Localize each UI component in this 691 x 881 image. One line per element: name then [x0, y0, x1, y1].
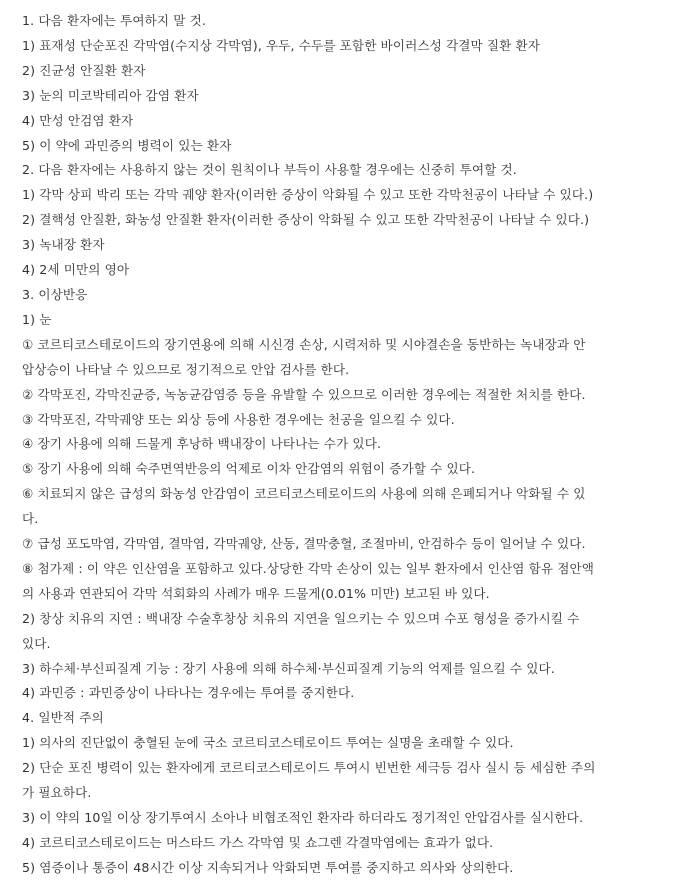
- list-item: ⑦ 급성 포도막염, 각막염, 결막염, 각막궤양, 산동, 결막충혈, 조절마비, 안검하수 등이 일어날 수 있다.: [22, 536, 586, 552]
- list-item: 5) 염증이나 통증이 48시간 이상 지속되거나 악화되면 투여를 중지하고 의사와 상의한다.: [22, 859, 514, 875]
- list-item: 4) 2세 미만의 영아: [22, 262, 130, 278]
- list-item: ⑤ 장기 사용에 의해 숙주면역반응의 억제로 이차 안감염의 위험이 증가할 수 있다.: [22, 461, 476, 477]
- list-item: ③ 각막포진, 각막궤양 또는 외상 등에 사용한 경우에는 천공을 일으킬 수 있다.: [22, 411, 455, 427]
- section-heading-general-precautions: 4. 일반적 주의: [22, 710, 104, 726]
- list-item: ② 각막포진, 각막진균증, 녹농균감염증 등을 유발할 수 있으므로 이러한 경우에는 적절한 처치를 한다.: [22, 386, 586, 402]
- list-item-continuation: 의 사용과 연관되어 각막 석회화의 사례가 매우 드물게(0.01% 미만) 보고된 바 있다.: [22, 585, 490, 601]
- list-item: 3) 눈의 미코박테리아 감염 환자: [22, 87, 199, 103]
- list-item: 4) 코르티코스테로이드는 머스타드 가스 각막염 및 쇼그렌 각결막염에는 효과가 없다.: [22, 834, 494, 850]
- section-heading-adverse-reactions: 3. 이상반응: [22, 286, 88, 302]
- section-heading-contraindications: 1. 다음 환자에는 투여하지 말 것.: [22, 13, 207, 28]
- list-item: ④ 장기 사용에 의해 드물게 후낭하 백내장이 나타나는 수가 있다.: [22, 436, 382, 452]
- list-item-continuation: 압상승이 나타날 수 있으므로 정기적으로 안압 검사를 한다.: [22, 361, 350, 377]
- subsection-heading-eye: 1) 눈: [22, 311, 52, 327]
- list-item: 3) 하수체·부신피질계 기능 : 장기 사용에 의해 하수체·부신피질계 기능의 억제를 일으킬 수 있다.: [22, 660, 555, 676]
- list-item-continuation: 다.: [22, 511, 39, 527]
- list-item: ⑧ 첨가제 : 이 약은 인산염을 포함하고 있다.상당한 각막 손상이 있는 일부 환자에서 인산염 함유 점안액: [22, 560, 595, 576]
- list-item: ⑥ 치료되지 않은 급성의 화농성 안감염이 코르티코스테로이드의 사용에 의해 은폐되거나 악화될 수 있: [22, 486, 586, 502]
- list-item-continuation: 있다.: [22, 635, 51, 651]
- list-item: 2) 창상 치유의 지연 : 백내장 수술후창상 치유의 지연을 일으키는 수 있으며 수포 형성을 증가시킬 수: [22, 610, 580, 626]
- section-heading-caution: 2. 다음 환자에는 사용하지 않는 것이 원칙이나 부득이 사용할 경우에는 신중히 투여할 것.: [22, 162, 517, 178]
- list-item: 4) 만성 안검염 환자: [22, 112, 134, 128]
- list-item: 3) 녹내장 환자: [22, 237, 105, 253]
- list-item: 1) 각막 상피 박리 또는 각막 궤양 환자(이러한 증상이 악화될 수 있고 또한 각막천공이 나타날 수 있다.): [22, 187, 594, 203]
- list-item: 1) 의사의 진단없이 충혈된 눈에 국소 코르티코스테로이드 투여는 실명을 초래할 수 있다.: [22, 735, 514, 751]
- list-item: 5) 이 약에 과민증의 병력이 있는 환자: [22, 137, 232, 153]
- list-item: 2) 진균성 안질환 환자: [22, 62, 146, 78]
- list-item: 2) 결핵성 안질환, 화농성 안질환 환자(이러한 증상이 악화될 수 있고 또한 각막천공이 나타날 수 있다.): [22, 212, 590, 228]
- list-item: 3) 이 약의 10일 이상 장기투여시 소아나 비협조적인 환자라 하더라도 정기적인 안압검사를 실시한다.: [22, 810, 584, 825]
- list-item: ① 코르티코스테로이드의 장기연용에 의해 시신경 손상, 시력저하 및 시야결손을 동반하는 녹내장과 안: [22, 336, 586, 352]
- list-item-continuation: 가 필요하다.: [22, 785, 92, 801]
- list-item: 4) 과민증 : 과민증상이 나타나는 경우에는 투여를 중지한다.: [22, 685, 355, 701]
- list-item: 2) 단순 포진 병력이 있는 환자에게 코르티코스테로이드 투여시 빈번한 세극등 검사 실시 등 세심한 주의: [22, 760, 596, 776]
- list-item: 1) 표재성 단순포진 각막염(수지상 각막염), 우두, 수두를 포함한 바이러스성 각결막 질환 환자: [22, 37, 541, 53]
